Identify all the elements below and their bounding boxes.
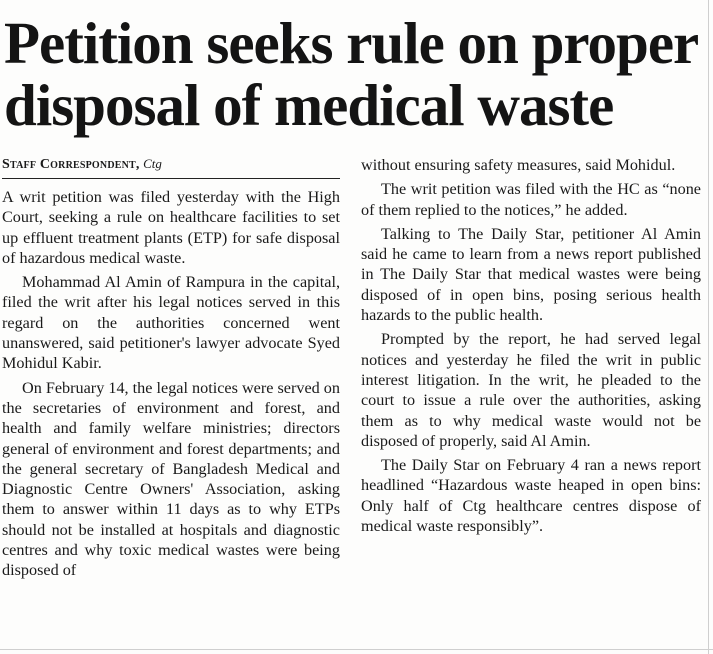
left-column: [2, 155, 340, 581]
headline: [4, 12, 704, 136]
right-paragraph-4: Prompted by the report, he had served legal notices and yesterday he filed the writ in public interest litigation. In the writ, he pleaded to the court to issue a rule over the authorities, asking them as to why medical waste would not be disposed of properly, said Al Amin.: [361, 330, 701, 450]
right-paragraph-3: Talking to The Daily Star, petitioner Al Amin said he came to learn from a news report published in The Daily Star that medical wastes were being disposed of in open bins, posing serious health hazards to the public health.: [361, 224, 701, 325]
right-paragraph-2: The writ petition was filed with the HC as “none of them replied to the notices,” he added.: [361, 180, 701, 219]
byline-staff: Staff Correspondent,: [2, 157, 140, 172]
clipping-edge-bottom: [0, 649, 713, 650]
byline: [2, 155, 340, 179]
left-paragraph-2: Mohammad Al Amin of Rampura in the capital, filed the writ after his legal notices served in this regard on the authorities concerned went unanswered, said petitioner's lawyer advocate Syed Mohidul Kabir.: [2, 273, 340, 373]
headline-line-1: Petition seeks rule on proper: [4, 10, 699, 76]
left-paragraph-1: A writ petition was filed yesterday with the High Court, seeking a rule on healthcare facilities to set up effluent treatment plants (ETP) for safe disposal of hazardous medical waste.: [2, 188, 340, 267]
right-paragraph-5: The Daily Star on February 4 ran a news report headlined “Hazardous waste heaped in open bins: Only half of Ctg healthcare centres dispose of medical waste responsibly”.: [361, 456, 701, 536]
left-paragraph-3: On February 14, the legal notices were served on the secretaries of environment and forest, and health and family welfare ministries; directors general of environment and forest departments; and the general secretary of Bangladesh Medical and Diagnostic Centre Owners' Association, asking them to answer within 11 days as to why ETPs should not be installed at hospitals and diagnostic centres and why toxic medical wastes were being disposed of: [2, 378, 340, 580]
byline-place: Ctg: [143, 156, 162, 171]
headline-line-2: disposal of medical waste: [4, 72, 614, 138]
clipping-edge-right: [708, 0, 709, 654]
right-paragraph-1: without ensuring safety measures, said Mohidul.: [361, 156, 676, 174]
right-column: [361, 155, 701, 536]
